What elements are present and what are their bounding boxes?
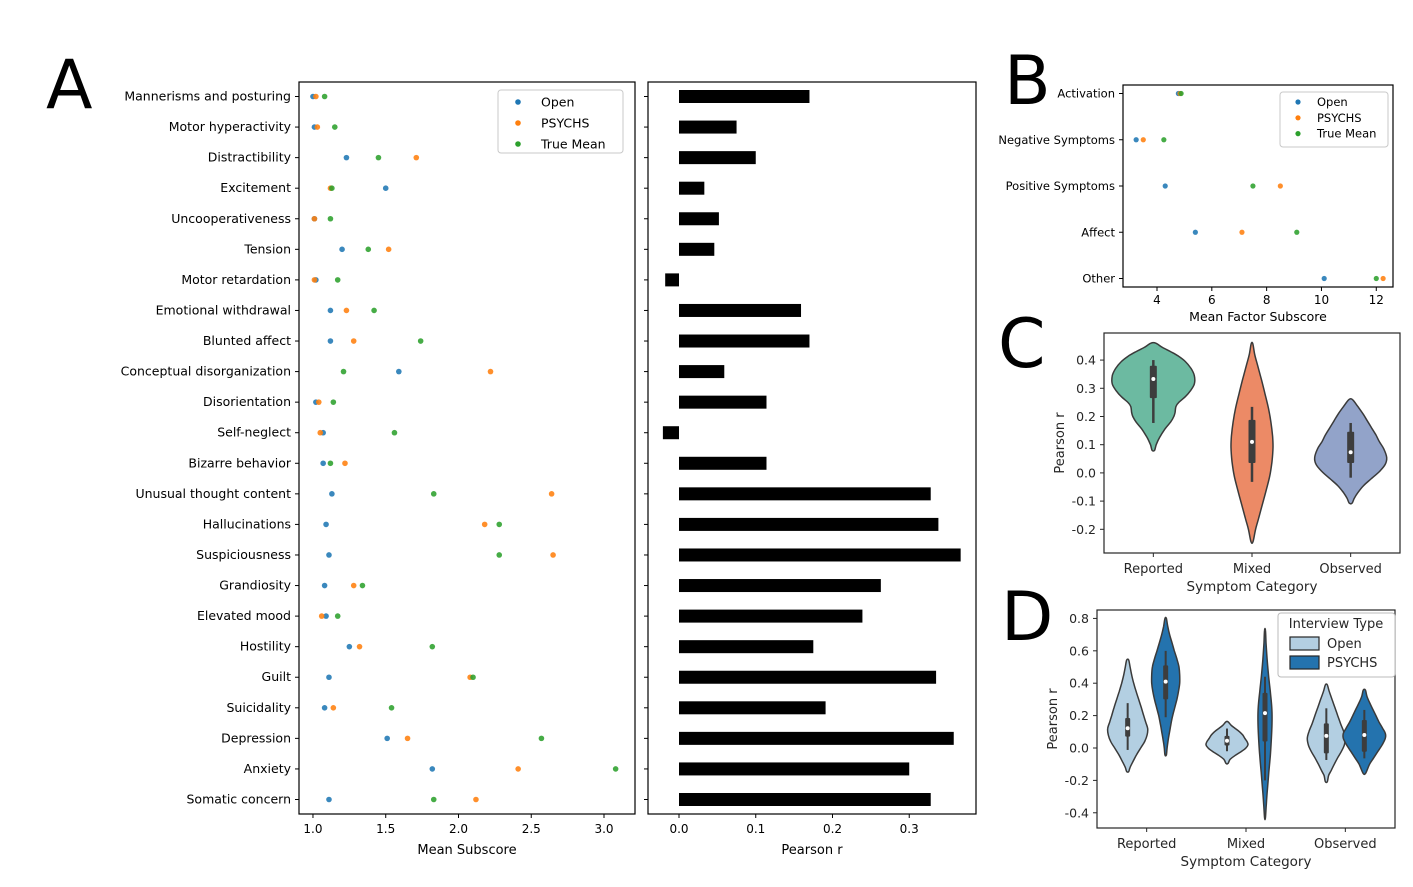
dot-true-mean	[418, 338, 424, 344]
category-label: Motor retardation	[181, 271, 291, 287]
category-label: Positive Symptoms	[1005, 179, 1115, 193]
x-tick-label: 0.0	[669, 822, 689, 836]
dot-open	[347, 644, 353, 650]
median-dot	[1263, 711, 1267, 715]
dot-true-mean	[331, 399, 337, 405]
dot-psychs	[357, 644, 363, 650]
y-tick-label: 0.6	[1069, 643, 1089, 659]
x-axis-label: Symptom Category	[1180, 854, 1312, 870]
dot-true-mean	[539, 736, 545, 742]
dot-psychs	[482, 522, 488, 528]
dot-open	[1134, 137, 1139, 142]
dot-open	[1163, 183, 1168, 188]
category-label: Activation	[1057, 86, 1115, 101]
median-dot	[1349, 450, 1353, 454]
dot-open	[323, 522, 329, 528]
dot-true-mean	[335, 277, 341, 283]
y-tick-label: 0.1	[1076, 437, 1096, 453]
category-label: Mixed	[1226, 837, 1266, 852]
y-tick-label: 0.2	[1076, 408, 1096, 424]
dot-true-mean	[328, 216, 334, 222]
category-label: Hallucinations	[202, 516, 291, 532]
pearson-bar	[679, 457, 766, 470]
median-dot	[1151, 377, 1155, 381]
category-label: Guilt	[261, 669, 291, 685]
dot-true-mean	[496, 522, 502, 528]
legend-title: Interview Type	[1288, 617, 1384, 632]
x-tick-label: 6	[1207, 293, 1216, 307]
legend-marker	[1295, 131, 1300, 136]
dot-open	[322, 705, 328, 711]
y-tick-label: 0.8	[1069, 610, 1089, 626]
x-axis-label: Pearson r	[781, 843, 843, 858]
pearson-bar	[679, 518, 938, 531]
category-label: Observed	[1314, 837, 1377, 852]
dot-true-mean	[371, 308, 377, 314]
category-label: Blunted affect	[202, 333, 291, 349]
category-label: Suspiciousness	[196, 546, 291, 562]
panel-letter-d: D	[1001, 578, 1054, 657]
y-tick-label: 0.0	[1076, 465, 1096, 481]
dot-open	[383, 185, 389, 191]
dot-true-mean	[329, 185, 335, 191]
median-dot	[1164, 680, 1168, 684]
dot-psychs	[344, 308, 350, 314]
dot-true-mean	[429, 644, 435, 650]
dot-true-mean	[431, 491, 437, 497]
dot-true-mean	[1161, 137, 1166, 142]
dot-psychs	[351, 583, 357, 589]
dot-true-mean	[392, 430, 398, 436]
dot-open	[320, 460, 326, 466]
dot-open	[329, 491, 335, 497]
iqr-box	[1347, 432, 1354, 463]
pearson-bar	[679, 151, 756, 164]
dot-psychs	[1381, 276, 1386, 281]
pearson-bar	[679, 701, 826, 714]
legend-label: PSYCHS	[1317, 110, 1362, 125]
y-axis-label: Pearson r	[1046, 688, 1061, 750]
pearson-bar	[679, 121, 737, 134]
dot-true-mean	[389, 705, 395, 711]
dot-psychs	[405, 736, 411, 742]
dot-open	[322, 583, 328, 589]
dot-true-mean	[1179, 91, 1184, 96]
x-tick-label: 8	[1262, 293, 1271, 307]
dot-psychs	[1278, 183, 1283, 188]
dot-psychs	[549, 491, 555, 497]
pearson-bar	[679, 365, 724, 378]
dot-true-mean	[1250, 183, 1255, 188]
median-dot	[1250, 440, 1254, 444]
y-tick-label: -0.4	[1064, 805, 1089, 821]
dot-true-mean	[335, 613, 341, 619]
pearson-bar	[679, 335, 809, 348]
category-label: Anxiety	[243, 760, 291, 776]
dot-true-mean	[328, 460, 334, 466]
dot-psychs	[473, 797, 479, 803]
pearson-bar	[679, 548, 961, 561]
pearson-bar	[679, 212, 719, 225]
category-label: Distractibility	[207, 149, 291, 165]
dot-true-mean	[1294, 230, 1299, 235]
pearson-bar	[679, 90, 809, 103]
category-label: Self-neglect	[217, 424, 291, 440]
dot-psychs	[1141, 137, 1146, 142]
category-label: Reported	[1123, 562, 1184, 577]
dot-open	[326, 797, 332, 803]
dot-psychs	[386, 247, 392, 253]
y-tick-label: 0.3	[1076, 380, 1096, 396]
dot-true-mean	[613, 766, 619, 772]
category-label: Disorientation	[203, 394, 291, 410]
dot-open	[1193, 230, 1198, 235]
dot-true-mean	[332, 124, 338, 130]
pearson-bar	[679, 243, 714, 256]
dot-psychs	[1239, 230, 1244, 235]
x-tick-label: 3.0	[594, 822, 614, 836]
dot-open	[429, 766, 435, 772]
y-tick-label: 0.0	[1069, 740, 1089, 756]
dot-open	[396, 369, 402, 375]
legend-marker	[1295, 99, 1300, 104]
legend-marker	[1295, 115, 1300, 120]
legend-patch	[1290, 656, 1319, 669]
pearson-bar	[679, 182, 704, 195]
legend-patch	[1290, 637, 1319, 650]
legend-marker	[515, 99, 521, 105]
dot-true-mean	[431, 797, 437, 803]
dot-true-mean	[1374, 276, 1379, 281]
category-label: Somatic concern	[186, 791, 291, 807]
y-axis-label: Pearson r	[1053, 412, 1068, 474]
dot-open	[344, 155, 350, 161]
legend-marker	[515, 141, 521, 147]
dot-psychs	[413, 155, 419, 161]
median-dot	[1362, 733, 1366, 737]
dot-psychs	[312, 216, 318, 222]
y-tick-label: 0.4	[1069, 675, 1089, 691]
category-label: Tension	[244, 241, 291, 257]
y-tick-label: 0.4	[1076, 352, 1096, 368]
dot-true-mean	[470, 674, 476, 680]
dot-psychs	[315, 124, 321, 130]
dot-open	[1322, 276, 1327, 281]
legend-label: Open	[1327, 637, 1362, 652]
dot-true-mean	[376, 155, 382, 161]
pearson-bar	[679, 732, 954, 745]
x-tick-label: 1.5	[376, 822, 396, 836]
legend-label: Open	[541, 94, 575, 110]
category-label: Grandiosity	[219, 577, 291, 593]
median-dot	[1324, 734, 1328, 738]
dot-psychs	[316, 399, 322, 405]
category-label: Reported	[1116, 837, 1177, 852]
pearson-bar	[663, 426, 679, 439]
pearson-bar	[679, 671, 936, 684]
iqr-box	[1324, 723, 1329, 753]
x-tick-label: 0.2	[822, 822, 843, 836]
pearson-bar	[679, 610, 862, 623]
category-label: Depression	[221, 730, 291, 746]
legend-label: Open	[1317, 95, 1348, 109]
dot-open	[339, 247, 345, 253]
category-label: Conceptual disorganization	[120, 363, 291, 379]
x-tick-label: 0.1	[746, 822, 766, 836]
panel-letter-b: B	[1004, 42, 1051, 121]
x-tick-label: 4	[1153, 293, 1161, 307]
dot-true-mean	[341, 369, 347, 375]
x-tick-label: 2.0	[448, 822, 469, 836]
dot-psychs	[331, 705, 337, 711]
pearson-bar	[679, 396, 766, 409]
pearson-bar	[679, 793, 931, 806]
category-label: Elevated mood	[196, 608, 291, 624]
x-tick-label: 1.0	[303, 822, 323, 836]
category-label: Hostility	[239, 638, 291, 654]
y-tick-label: -0.2	[1064, 772, 1089, 788]
pearson-bar	[679, 304, 801, 317]
dot-true-mean	[365, 247, 371, 253]
x-tick-label: 2.5	[521, 822, 541, 836]
panel-letter-c: C	[998, 305, 1046, 384]
dot-open	[326, 674, 332, 680]
x-axis-label: Mean Subscore	[417, 843, 517, 858]
y-tick-label: -0.1	[1071, 493, 1096, 509]
dot-psychs	[317, 430, 323, 436]
dot-open	[384, 736, 390, 742]
dot-psychs	[488, 369, 494, 375]
category-label: Suicidality	[226, 699, 291, 715]
iqr-box	[1150, 366, 1157, 398]
median-dot	[1126, 726, 1130, 730]
dot-psychs	[515, 766, 521, 772]
legend-label: True Mean	[1317, 126, 1377, 141]
category-label: Unusual thought content	[135, 485, 291, 501]
category-label: Affect	[1081, 225, 1115, 240]
x-axis-label: Mean Factor Subscore	[1189, 309, 1327, 324]
legend-label: True Mean	[541, 136, 606, 152]
legend-label: PSYCHS	[541, 115, 590, 131]
pearson-bar	[679, 487, 931, 500]
pearson-bar	[679, 762, 909, 775]
dot-open	[328, 338, 334, 344]
x-tick-label: 12	[1368, 293, 1384, 307]
category-label: Observed	[1319, 562, 1382, 577]
legend-label: PSYCHS	[1327, 656, 1378, 671]
category-label: Motor hyperactivity	[168, 119, 291, 135]
dot-psychs	[351, 338, 357, 344]
category-label: Bizarre behavior	[188, 455, 291, 471]
dot-true-mean	[360, 583, 366, 589]
dot-psychs	[313, 94, 319, 100]
legend-marker	[515, 120, 521, 126]
median-dot	[1225, 739, 1229, 743]
dot-true-mean	[496, 552, 502, 558]
dot-psychs	[342, 460, 348, 466]
dot-open	[328, 308, 334, 314]
y-tick-label: 0.2	[1069, 708, 1089, 724]
panel-letter-a: A	[46, 46, 93, 125]
category-label: Uncooperativeness	[171, 210, 291, 226]
iqr-box	[1263, 693, 1268, 742]
pearson-bar	[679, 640, 813, 653]
dot-true-mean	[322, 94, 328, 100]
dot-open	[326, 552, 332, 558]
pearson-bar	[679, 579, 881, 592]
category-label: Mannerisms and posturing	[124, 88, 291, 104]
x-axis-label: Symptom Category	[1186, 579, 1318, 595]
category-label: Other	[1082, 271, 1115, 286]
category-label: Mixed	[1232, 562, 1272, 577]
dot-psychs	[319, 613, 325, 619]
axes-frame	[299, 82, 635, 814]
x-tick-label: 10	[1313, 293, 1330, 307]
pearson-bar	[665, 273, 679, 286]
category-label: Emotional withdrawal	[155, 302, 291, 318]
dot-psychs	[550, 552, 556, 558]
y-tick-label: -0.2	[1071, 521, 1096, 537]
category-label: Negative Symptoms	[998, 132, 1115, 147]
category-label: Excitement	[220, 180, 291, 196]
x-tick-label: 0.3	[899, 822, 919, 836]
dot-psychs	[312, 277, 318, 283]
